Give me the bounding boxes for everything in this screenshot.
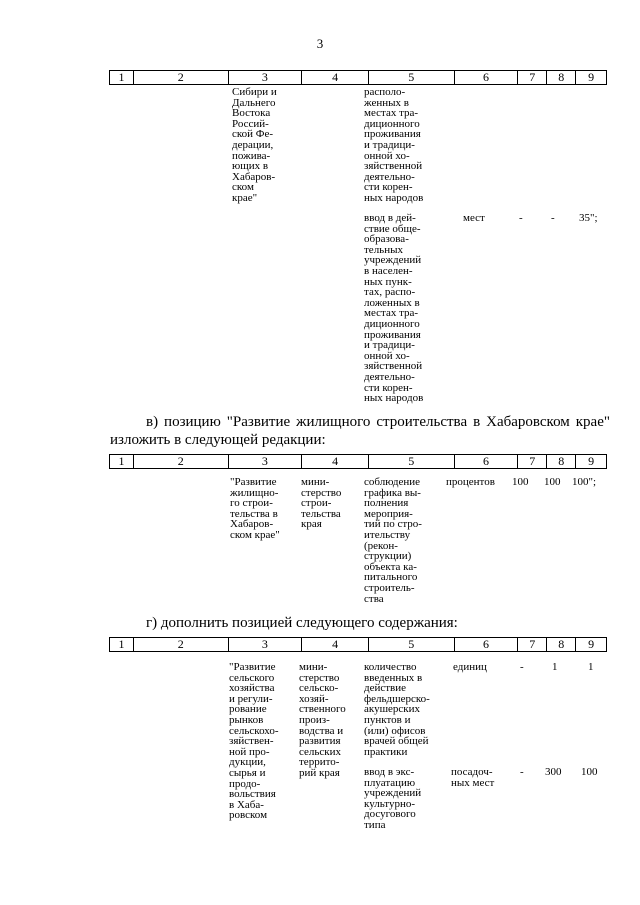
paragraph-v: в) позицию "Развитие жилищного строительства в Хабаровском крае" изложить в следующей редакции:: [110, 414, 610, 448]
t3-row1-unit: единиц: [453, 661, 487, 673]
header-col-6: 6: [454, 71, 518, 84]
header-col-7: 7: [517, 638, 546, 651]
t1-row1-indicator: располо- женных в местах тра- диционного проживания и традици- онной хо- зяйственной деятельно- сти корен- ных народов: [364, 86, 424, 204]
header-col-5: 5: [368, 455, 454, 468]
header-col-9: 9: [575, 455, 606, 468]
header-col-8: 8: [546, 71, 575, 84]
header-col-3: 3: [228, 638, 302, 651]
header-col-4: 4: [301, 71, 368, 84]
t1-program-name: Сибири и Дальнего Востока Россий- ской Фе- дерации, пожива- ющих в Хабаров- ском крае": [232, 86, 277, 204]
t2-indicator: соблюдение графика вы- полнения мероприя- тий по стро- ительству (рекон- струкции) объекта ка- питального строитель- ства: [364, 476, 422, 605]
header-col-3: 3: [228, 71, 302, 84]
t3-row2-unit: посадоч- ных мест: [451, 766, 495, 789]
header-col-8: 8: [546, 455, 575, 468]
t3-row2-indicator: ввод в экс- плуатацию учреждений культурно- досугового типа: [364, 766, 422, 831]
header-col-5: 5: [368, 71, 454, 84]
t3-row2-col9: 100: [581, 766, 598, 778]
t3-row1-col7: -: [520, 661, 524, 673]
t3-row1-col8: 1: [552, 661, 558, 673]
header-col-8: 8: [546, 638, 575, 651]
t2-executor: мини- стерство строи- тельства края: [301, 476, 342, 531]
header-col-1: 1: [118, 637, 125, 651]
t3-row1-col9: 1: [588, 661, 594, 673]
table-header-row: [109, 637, 607, 652]
header-col-9: 9: [575, 638, 606, 651]
header-col-4: 4: [301, 638, 368, 651]
header-col-2: 2: [133, 455, 228, 468]
page-number: 3: [316, 36, 324, 51]
t3-executor: мини- стерство сельско- хозяй- ственного произ- водства и развития сельских террито- рий края: [299, 661, 346, 779]
header-col-7: 7: [517, 455, 546, 468]
t1-row2-col8: -: [551, 212, 555, 224]
t1-row2-indicator: ввод в дей- ствие обще- образова- тельных учреждений в населен- ных пунк- тах, распо- ложенных в местах тра- диционного проживания и традици- онной хо- зяйственной деятельно- сти корен- ных народов: [364, 212, 424, 405]
t2-col9: 100";: [572, 476, 597, 488]
header-col-5: 5: [368, 638, 454, 651]
header-col-2: 2: [133, 71, 228, 84]
t2-program-name: "Развитие жилищно- го строи- тельства в Хабаров- ском крае": [230, 476, 280, 541]
t3-program-name: "Развитие сельского хозяйства и регули- рование рынков сельскохо- зяйствен- ной про- дукции, сырья и продо- вольствия в Хаба- ровском: [229, 661, 279, 822]
t2-col8: 100: [544, 476, 561, 488]
header-col-7: 7: [517, 71, 546, 84]
t1-row2-col7: -: [519, 212, 523, 224]
t1-row2-col9: 35";: [579, 212, 598, 224]
header-col-4: 4: [301, 455, 368, 468]
table-header-row: [109, 454, 607, 469]
t3-row1-indicator: количество введенных в действие фельдшерско- акушерских пунктов и (или) офисов врачей общей практики: [364, 661, 430, 758]
t2-col7: 100: [512, 476, 529, 488]
header-col-2: 2: [133, 638, 228, 651]
paragraph-g: г) дополнить позицией следующего содержания:: [146, 615, 458, 631]
table-header-row: [109, 70, 607, 85]
t1-row2-unit: мест: [463, 212, 485, 224]
t2-unit: процентов: [446, 476, 495, 488]
header-col-1: 1: [118, 70, 125, 84]
t3-row2-col8: 300: [545, 766, 562, 778]
header-col-1: 1: [118, 454, 125, 468]
header-col-9: 9: [575, 71, 606, 84]
header-col-6: 6: [454, 455, 518, 468]
header-col-6: 6: [454, 638, 518, 651]
t3-row2-col7: -: [520, 766, 524, 778]
header-col-3: 3: [228, 455, 302, 468]
